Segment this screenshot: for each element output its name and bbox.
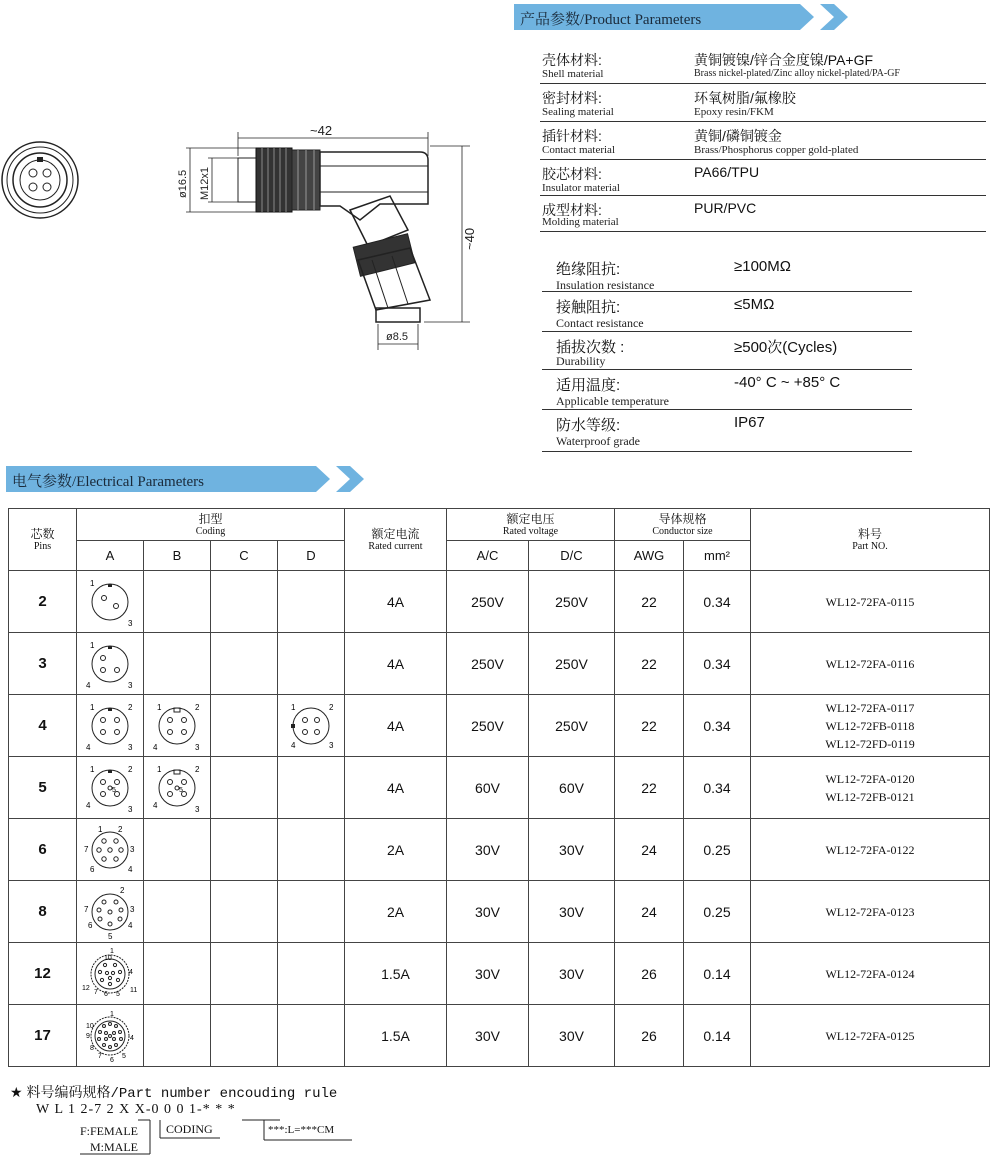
svg-text:1: 1 bbox=[90, 702, 95, 712]
coding-a-cell bbox=[77, 695, 144, 757]
svg-text:5: 5 bbox=[122, 1052, 126, 1060]
materials-list bbox=[540, 48, 986, 232]
spec-value: IP67 bbox=[734, 414, 765, 431]
mm2-cell: 0.34 bbox=[684, 695, 751, 757]
svg-text:7: 7 bbox=[84, 904, 89, 914]
banner-chevrons-icon bbox=[776, 4, 866, 30]
awg-cell: 24 bbox=[615, 881, 684, 943]
connector-drawing bbox=[0, 100, 500, 360]
table-row bbox=[9, 819, 990, 881]
spec-label-en: Insulation resistance bbox=[556, 278, 655, 292]
mm2-cell: 0.14 bbox=[684, 943, 751, 1005]
material-value: PA66/TPU bbox=[694, 164, 760, 180]
material-label-en: Contact material bbox=[542, 144, 615, 156]
current-cell: 1.5A bbox=[345, 943, 447, 1005]
pinout-5a-icon bbox=[80, 760, 140, 816]
coding-col-a: A bbox=[77, 541, 144, 571]
part-cell: WL12-72FA-0123 bbox=[751, 881, 990, 943]
dc-cell: 30V bbox=[529, 943, 615, 1005]
material-row bbox=[540, 48, 986, 84]
pinout-8-icon bbox=[80, 884, 140, 940]
table-row bbox=[9, 881, 990, 943]
coding-b-cell bbox=[144, 819, 211, 881]
rule-code: W L 1 2-7 2 X X-0 0 0 1-* * * bbox=[36, 1102, 236, 1117]
spec-label-en: Applicable temperature bbox=[556, 394, 669, 408]
conductor-col-mm2: mm² bbox=[684, 541, 751, 571]
rule-length: ***:L=***CM bbox=[268, 1124, 335, 1136]
pinout-4b-icon bbox=[147, 698, 207, 754]
pinout-5b-icon bbox=[147, 760, 207, 816]
voltage-header: 额定电压 Rated voltage bbox=[447, 509, 615, 541]
svg-text:4: 4 bbox=[128, 864, 133, 874]
current-cell: 4A bbox=[345, 571, 447, 633]
svg-text:1: 1 bbox=[157, 702, 162, 712]
ac-cell: 60V bbox=[447, 757, 529, 819]
pinout-4d-icon bbox=[281, 698, 341, 754]
svg-text:4: 4 bbox=[153, 742, 158, 752]
dc-cell: 250V bbox=[529, 695, 615, 757]
svg-text:3: 3 bbox=[130, 904, 135, 914]
svg-text:4: 4 bbox=[153, 800, 158, 810]
ac-cell: 30V bbox=[447, 819, 529, 881]
banner-chevrons-icon bbox=[292, 466, 382, 492]
rule-female: F:FEMALE bbox=[80, 1124, 139, 1138]
coding-col-b: B bbox=[144, 541, 211, 571]
electrical-parameters-title: 电气参数/Electrical Parameters bbox=[6, 466, 292, 492]
svg-text:3: 3 bbox=[128, 804, 133, 814]
coding-c-cell bbox=[211, 881, 278, 943]
awg-cell: 24 bbox=[615, 819, 684, 881]
coding-a-cell bbox=[77, 757, 144, 819]
coding-d-cell bbox=[278, 943, 345, 1005]
coding-d-cell bbox=[278, 571, 345, 633]
part-cell: WL12-72FA-0117 WL12-72FB-0118 WL12-72FD-0119 bbox=[751, 695, 990, 757]
svg-text:2: 2 bbox=[329, 702, 334, 712]
front-view-icon bbox=[2, 142, 78, 218]
svg-text:6: 6 bbox=[104, 990, 108, 998]
ac-cell: 250V bbox=[447, 571, 529, 633]
material-label: 插针材料: bbox=[542, 128, 602, 144]
material-label-en: Insulator material bbox=[542, 182, 620, 194]
spec-value: ≤5MΩ bbox=[734, 296, 775, 313]
pins-cell: 2 bbox=[9, 571, 77, 633]
svg-text:2: 2 bbox=[118, 824, 123, 834]
svg-text:4: 4 bbox=[129, 968, 133, 976]
rule-bracket-lines-icon bbox=[10, 1080, 410, 1160]
coding-c-cell bbox=[211, 757, 278, 819]
specs-list bbox=[542, 254, 912, 452]
mm2-cell: 0.34 bbox=[684, 757, 751, 819]
pins-cell: 3 bbox=[9, 633, 77, 695]
svg-text:1: 1 bbox=[291, 702, 296, 712]
star-icon: ★ bbox=[10, 1084, 23, 1100]
part-cell: WL12-72FA-0115 bbox=[751, 571, 990, 633]
rule-title: 料号编码规格/Part number encouding rule bbox=[26, 1086, 338, 1102]
svg-text:4: 4 bbox=[130, 1034, 134, 1042]
material-row bbox=[540, 160, 986, 196]
spec-label: 插拔次数 : bbox=[556, 339, 625, 356]
svg-text:5: 5 bbox=[179, 786, 183, 794]
dim-length-label: ~42 bbox=[310, 123, 333, 138]
material-value-en: Brass nickel-plated/Zinc alloy nickel-plated/PA-GF bbox=[694, 68, 900, 79]
coding-a-cell bbox=[77, 633, 144, 695]
part-number-rule bbox=[10, 1080, 410, 1160]
dim-shell-dia-label: ø16.5 bbox=[177, 169, 189, 198]
awg-cell: 22 bbox=[615, 695, 684, 757]
svg-text:4: 4 bbox=[128, 920, 133, 930]
coding-c-cell bbox=[211, 943, 278, 1005]
product-parameters-title: 产品参数/Product Parameters bbox=[514, 4, 776, 30]
coding-b-cell bbox=[144, 757, 211, 819]
part-cell: WL12-72FA-0120 WL12-72FB-0121 bbox=[751, 757, 990, 819]
awg-cell: 26 bbox=[615, 943, 684, 1005]
spec-value: ≥500次(Cycles) bbox=[734, 339, 838, 356]
svg-text:1: 1 bbox=[90, 578, 95, 588]
coding-a-cell bbox=[77, 571, 144, 633]
pins-cell: 17 bbox=[9, 1005, 77, 1067]
current-header: 额定电流 Rated current bbox=[345, 509, 447, 571]
dc-cell: 30V bbox=[529, 881, 615, 943]
coding-d-cell bbox=[278, 633, 345, 695]
spec-label-en: Durability bbox=[556, 354, 606, 368]
material-label-en: Sealing material bbox=[542, 106, 614, 118]
rule-coding: CODING bbox=[166, 1122, 213, 1136]
svg-text:5: 5 bbox=[108, 931, 113, 940]
svg-text:7: 7 bbox=[84, 844, 89, 854]
svg-text:3: 3 bbox=[195, 804, 200, 814]
spec-row bbox=[542, 410, 912, 452]
spec-label: 防水等级: bbox=[556, 417, 621, 434]
dim-height-label: ~40 bbox=[462, 227, 477, 250]
svg-text:1: 1 bbox=[157, 764, 162, 774]
svg-text:2: 2 bbox=[195, 764, 200, 774]
spec-label: 接触阻抗: bbox=[556, 299, 621, 316]
svg-text:6: 6 bbox=[110, 1056, 114, 1064]
svg-text:1: 1 bbox=[90, 764, 95, 774]
svg-text:11: 11 bbox=[130, 986, 138, 994]
table-row bbox=[9, 695, 990, 757]
svg-text:2: 2 bbox=[120, 885, 125, 895]
spec-row bbox=[542, 254, 912, 292]
svg-text:4: 4 bbox=[86, 680, 91, 690]
coding-c-cell bbox=[211, 633, 278, 695]
material-row bbox=[540, 122, 986, 160]
spec-label-en: Waterproof grade bbox=[556, 434, 640, 448]
coding-col-d: D bbox=[278, 541, 345, 571]
coding-a-cell bbox=[77, 881, 144, 943]
svg-text:6: 6 bbox=[90, 864, 95, 874]
svg-text:7: 7 bbox=[94, 988, 98, 996]
spec-label: 绝缘阻抗: bbox=[556, 261, 621, 278]
part-cell: WL12-72FA-0122 bbox=[751, 819, 990, 881]
part-cell: WL12-72FA-0116 bbox=[751, 633, 990, 695]
material-label: 密封材料: bbox=[542, 90, 602, 106]
table-row bbox=[9, 633, 990, 695]
material-value-en: Epoxy resin/FKM bbox=[694, 106, 774, 118]
svg-text:2: 2 bbox=[128, 702, 133, 712]
svg-text:10: 10 bbox=[104, 954, 112, 962]
dc-cell: 60V bbox=[529, 757, 615, 819]
spec-label: 适用温度: bbox=[556, 377, 621, 394]
svg-text:1: 1 bbox=[110, 1010, 114, 1018]
coding-d-cell bbox=[278, 757, 345, 819]
conductor-col-awg: AWG bbox=[615, 541, 684, 571]
svg-text:3: 3 bbox=[128, 680, 133, 690]
material-label-en: Molding material bbox=[542, 216, 619, 228]
svg-text:3: 3 bbox=[329, 740, 334, 750]
svg-text:12: 12 bbox=[82, 984, 90, 992]
material-value-en: Brass/Phosphorus copper gold-plated bbox=[694, 144, 859, 156]
coding-c-cell bbox=[211, 571, 278, 633]
material-value: PUR/PVC bbox=[694, 200, 757, 216]
svg-text:10: 10 bbox=[86, 1022, 94, 1030]
material-label: 壳体材料: bbox=[542, 52, 602, 68]
coding-header: 扣型 Coding bbox=[77, 509, 345, 541]
material-value: 黄铜/磷铜镀金 bbox=[694, 128, 782, 144]
pins-header: 芯数 Pins bbox=[9, 509, 77, 571]
coding-c-cell bbox=[211, 695, 278, 757]
material-value: 环氧树脂/氟橡胶 bbox=[694, 90, 796, 106]
coding-d-cell bbox=[278, 881, 345, 943]
mm2-cell: 0.34 bbox=[684, 633, 751, 695]
svg-text:6: 6 bbox=[88, 920, 93, 930]
coding-d-cell bbox=[278, 695, 345, 757]
dc-cell: 30V bbox=[529, 1005, 615, 1067]
part-header: 料号 Part NO. bbox=[751, 509, 990, 571]
current-cell: 4A bbox=[345, 757, 447, 819]
svg-text:9: 9 bbox=[86, 1032, 90, 1040]
svg-text:2: 2 bbox=[195, 702, 200, 712]
table-header-row bbox=[9, 509, 990, 541]
ac-cell: 250V bbox=[447, 695, 529, 757]
mm2-cell: 0.25 bbox=[684, 881, 751, 943]
pinout-17-icon bbox=[80, 1008, 140, 1064]
mm2-cell: 0.34 bbox=[684, 571, 751, 633]
table-row bbox=[9, 943, 990, 1005]
pinout-4a-icon bbox=[80, 698, 140, 754]
material-value: 黄铜镀镍/锌合金度镍/PA+GF bbox=[694, 52, 874, 68]
svg-text:8: 8 bbox=[90, 1044, 94, 1052]
coding-d-cell bbox=[278, 819, 345, 881]
material-label-en: Shell material bbox=[542, 68, 604, 80]
part-cell: WL12-72FA-0124 bbox=[751, 943, 990, 1005]
material-row bbox=[540, 84, 986, 122]
coding-c-cell bbox=[211, 819, 278, 881]
awg-cell: 26 bbox=[615, 1005, 684, 1067]
coding-b-cell bbox=[144, 943, 211, 1005]
ac-cell: 30V bbox=[447, 881, 529, 943]
ac-cell: 30V bbox=[447, 943, 529, 1005]
electrical-parameters-banner bbox=[6, 466, 386, 492]
pins-cell: 12 bbox=[9, 943, 77, 1005]
svg-text:4: 4 bbox=[86, 742, 91, 752]
svg-text:3: 3 bbox=[128, 742, 133, 752]
coding-c-cell bbox=[211, 1005, 278, 1067]
coding-b-cell bbox=[144, 1005, 211, 1067]
ac-cell: 250V bbox=[447, 633, 529, 695]
table-row bbox=[9, 571, 990, 633]
mm2-cell: 0.25 bbox=[684, 819, 751, 881]
svg-text:1: 1 bbox=[90, 640, 95, 650]
current-cell: 4A bbox=[345, 633, 447, 695]
svg-text:5: 5 bbox=[116, 990, 120, 998]
dc-cell: 250V bbox=[529, 571, 615, 633]
svg-text:3: 3 bbox=[130, 844, 135, 854]
svg-text:5: 5 bbox=[112, 786, 116, 794]
coding-d-cell bbox=[278, 1005, 345, 1067]
pins-cell: 8 bbox=[9, 881, 77, 943]
side-view-icon bbox=[238, 148, 430, 322]
pinout-6-icon bbox=[80, 822, 140, 878]
mm2-cell: 0.14 bbox=[684, 1005, 751, 1067]
spec-value: -40° C ~ +85° C bbox=[734, 374, 841, 391]
spec-label-en: Contact resistance bbox=[556, 316, 644, 330]
coding-b-cell bbox=[144, 633, 211, 695]
rule-male: M:MALE bbox=[90, 1140, 138, 1154]
spec-row bbox=[542, 370, 912, 410]
svg-text:4: 4 bbox=[86, 800, 91, 810]
coding-b-cell bbox=[144, 881, 211, 943]
table-row bbox=[9, 757, 990, 819]
awg-cell: 22 bbox=[615, 633, 684, 695]
product-parameters-banner bbox=[514, 4, 854, 30]
pinout-12-icon bbox=[80, 946, 140, 1002]
current-cell: 4A bbox=[345, 695, 447, 757]
awg-cell: 22 bbox=[615, 757, 684, 819]
conductor-header: 导体规格 Conductor size bbox=[615, 509, 751, 541]
material-row bbox=[540, 196, 986, 232]
awg-cell: 22 bbox=[615, 571, 684, 633]
coding-col-c: C bbox=[211, 541, 278, 571]
svg-text:1: 1 bbox=[98, 824, 103, 834]
svg-text:3: 3 bbox=[195, 742, 200, 752]
coding-b-cell bbox=[144, 571, 211, 633]
coding-a-cell bbox=[77, 1005, 144, 1067]
svg-text:7: 7 bbox=[98, 1052, 102, 1060]
dc-cell: 250V bbox=[529, 633, 615, 695]
coding-a-cell bbox=[77, 819, 144, 881]
svg-text:1: 1 bbox=[110, 947, 114, 955]
dim-thread-label: M12x1 bbox=[199, 166, 211, 200]
coding-b-cell bbox=[144, 695, 211, 757]
current-cell: 2A bbox=[345, 819, 447, 881]
coding-a-cell bbox=[77, 943, 144, 1005]
spec-value: ≥100MΩ bbox=[734, 258, 791, 275]
pinout-3-icon bbox=[80, 636, 140, 692]
material-label: 成型材料: bbox=[542, 202, 602, 218]
ac-cell: 30V bbox=[447, 1005, 529, 1067]
voltage-col-dc: D/C bbox=[529, 541, 615, 571]
dc-cell: 30V bbox=[529, 819, 615, 881]
dim-cable-dia-label: ø8.5 bbox=[386, 331, 409, 343]
pins-cell: 4 bbox=[9, 695, 77, 757]
svg-text:4: 4 bbox=[291, 740, 296, 750]
table-row bbox=[9, 1005, 990, 1067]
electrical-table bbox=[8, 508, 990, 1067]
spec-row bbox=[542, 292, 912, 332]
current-cell: 2A bbox=[345, 881, 447, 943]
part-cell: WL12-72FA-0125 bbox=[751, 1005, 990, 1067]
spec-row bbox=[542, 332, 912, 370]
svg-text:3: 3 bbox=[128, 618, 133, 628]
pinout-2-icon bbox=[80, 574, 140, 630]
svg-text:2: 2 bbox=[128, 764, 133, 774]
pins-cell: 6 bbox=[9, 819, 77, 881]
material-label: 胶芯材料: bbox=[542, 166, 602, 182]
voltage-col-ac: A/C bbox=[447, 541, 529, 571]
pins-cell: 5 bbox=[9, 757, 77, 819]
current-cell: 1.5A bbox=[345, 1005, 447, 1067]
